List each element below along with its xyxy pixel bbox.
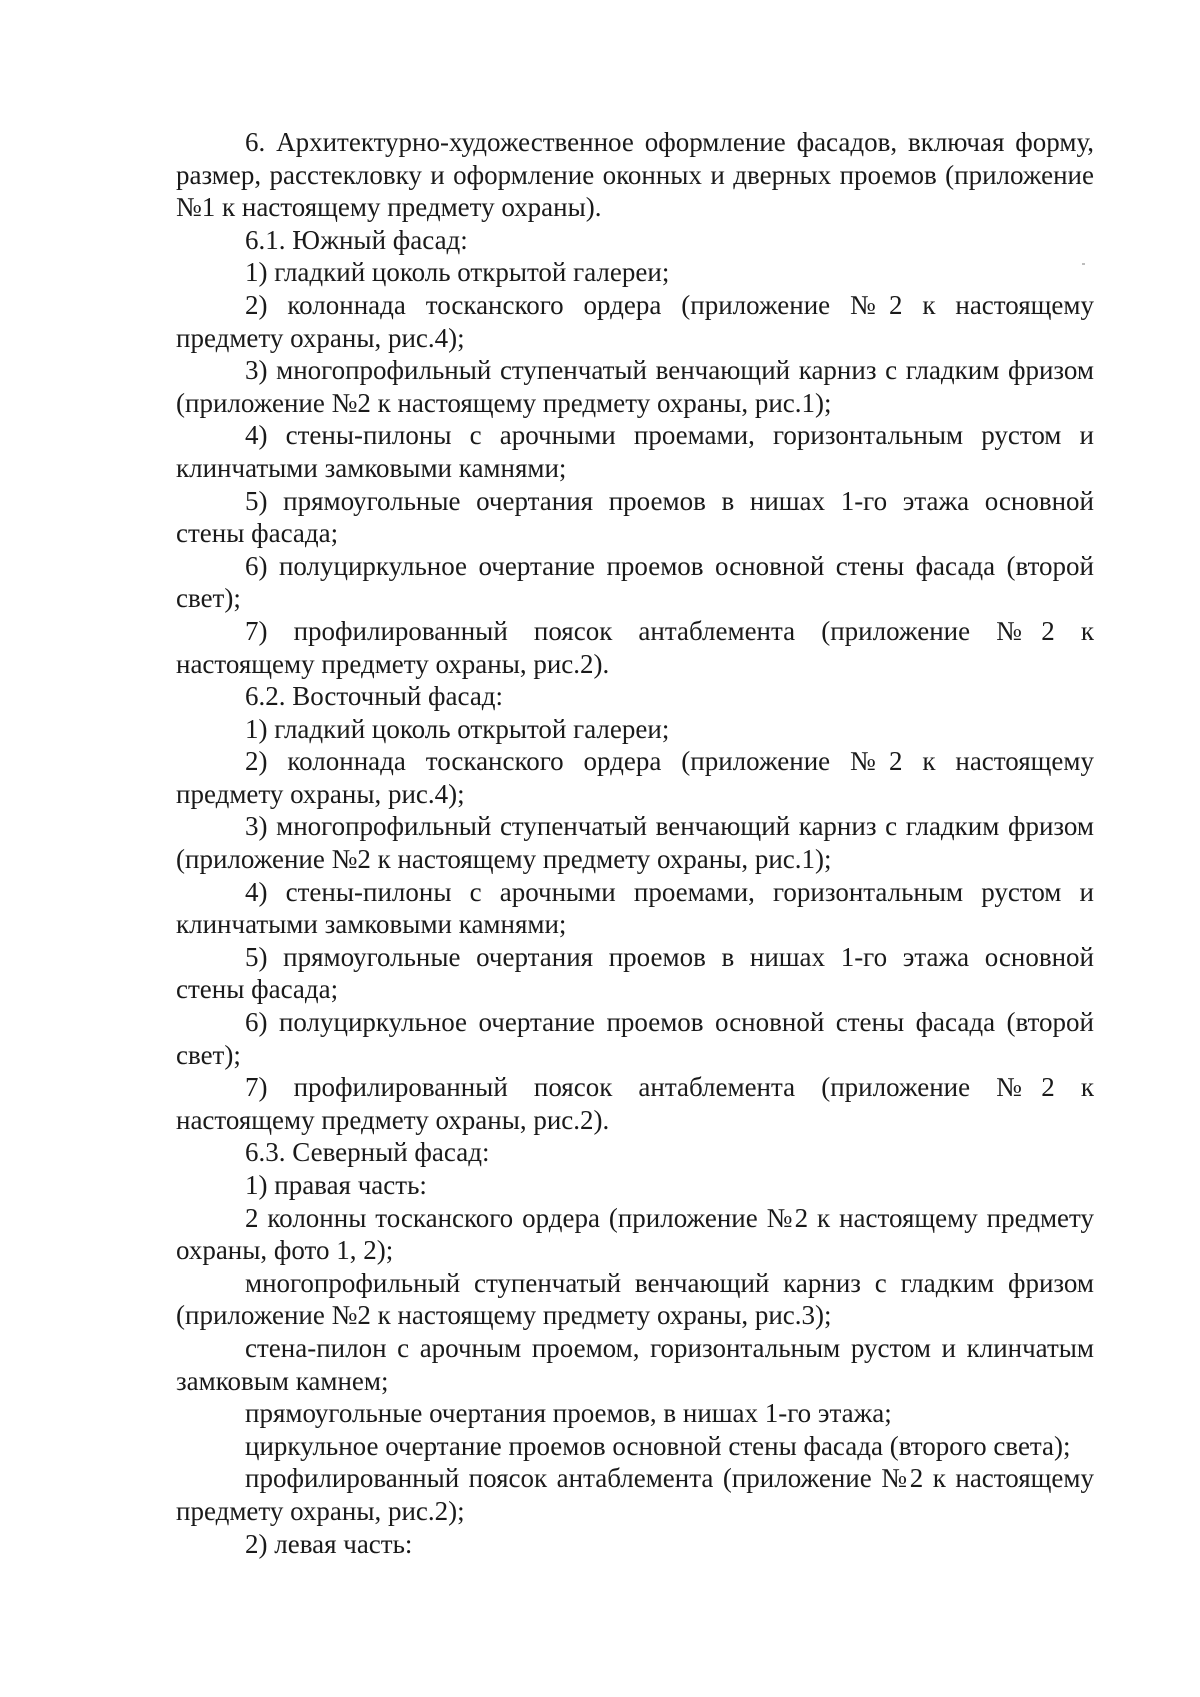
heading-east-facade: 6.2. Восточный фасад: (245, 681, 504, 712)
list-item: профилированный поясок антаблемента (приложение №2 к настоящему предмету охраны, рис.2); (176, 1463, 1094, 1526)
list-item: 1) гладкий цоколь открытой галереи; (245, 713, 670, 744)
list-item: 2) колоннада тосканского ордера (приложение №2 к настоящему предмету охраны, рис.4); (176, 746, 1094, 809)
document-body (176, 126, 1094, 1560)
paragraph-section-6: 6. Архитектурно-художественное оформление фасадов, включая форму, размер, расстекловку и оформление оконных и дверных проемов (приложение №1 к настоящему предмету охраны). (176, 127, 1094, 223)
list-item: 1) гладкий цоколь открытой галереи; (245, 257, 670, 288)
list-item: 5) прямоугольные очертания проемов в нишах 1-го этажа основной стены фасада; (176, 485, 1094, 549)
list-item: 5) прямоугольные очертания проемов в нишах 1-го этажа основной стены фасада; (176, 941, 1094, 1005)
heading-north-facade: 6.3. Северный фасад: (245, 1137, 490, 1168)
list-item: стена-пилон с арочным проемом, горизонтальным рустом и клинчатым замковым камнем; (176, 1332, 1094, 1396)
list-item: 7) профилированный поясок антаблемента (приложение №2 к настоящему предмету охраны, рис.2). (176, 1072, 1094, 1135)
list-item: 2) колоннада тосканского ордера (приложение №2 к настоящему предмету охраны, рис.4); (176, 289, 1094, 353)
list-item: 4) стены-пилоны с арочными проемами, горизонтальным рустом и клинчатыми замковыми камнями; (176, 876, 1094, 940)
list-item: 6) полуциркульное очертание проемов основной стены фасада (второй свет); (176, 1007, 1094, 1070)
list-item: 6) полуциркульное очертание проемов основной стены фасада (второй свет); (176, 550, 1094, 614)
list-item: 2) левая часть: (245, 1528, 413, 1559)
list-item: 7) профилированный поясок антаблемента (приложение №2 к настоящему предмету охраны, рис.2). (176, 615, 1094, 679)
list-item: 3) многопрофильный ступенчатый венчающий карниз с гладким фризом (приложение №2 к настоящему предмету охраны, рис.1); (176, 355, 1094, 418)
list-item: 4) стены-пилоны с арочными проемами, горизонтальным рустом и клинчатыми замковыми камнями; (176, 420, 1094, 483)
list-item: 3) многопрофильный ступенчатый венчающий карниз с гладким фризом (приложение №2 к настоящему предмету охраны, рис.1); (176, 811, 1094, 875)
list-item: циркульное очертание проемов основной стены фасада (второго света); (245, 1430, 1071, 1461)
list-item: прямоугольные очертания проемов, в нишах 1-го этажа; (245, 1398, 892, 1429)
heading-south-facade: 6.1. Южный фасад: (245, 224, 468, 255)
list-item: многопрофильный ступенчатый венчающий карниз с гладким фризом (приложение №2 к настоящему предмету охраны, рис.3); (176, 1267, 1094, 1331)
list-item: 1) правая часть: (245, 1170, 427, 1200)
list-item: 2 колонны тосканского ордера (приложение №2 к настоящему предмету охраны, фото 1, 2); (176, 1202, 1094, 1266)
